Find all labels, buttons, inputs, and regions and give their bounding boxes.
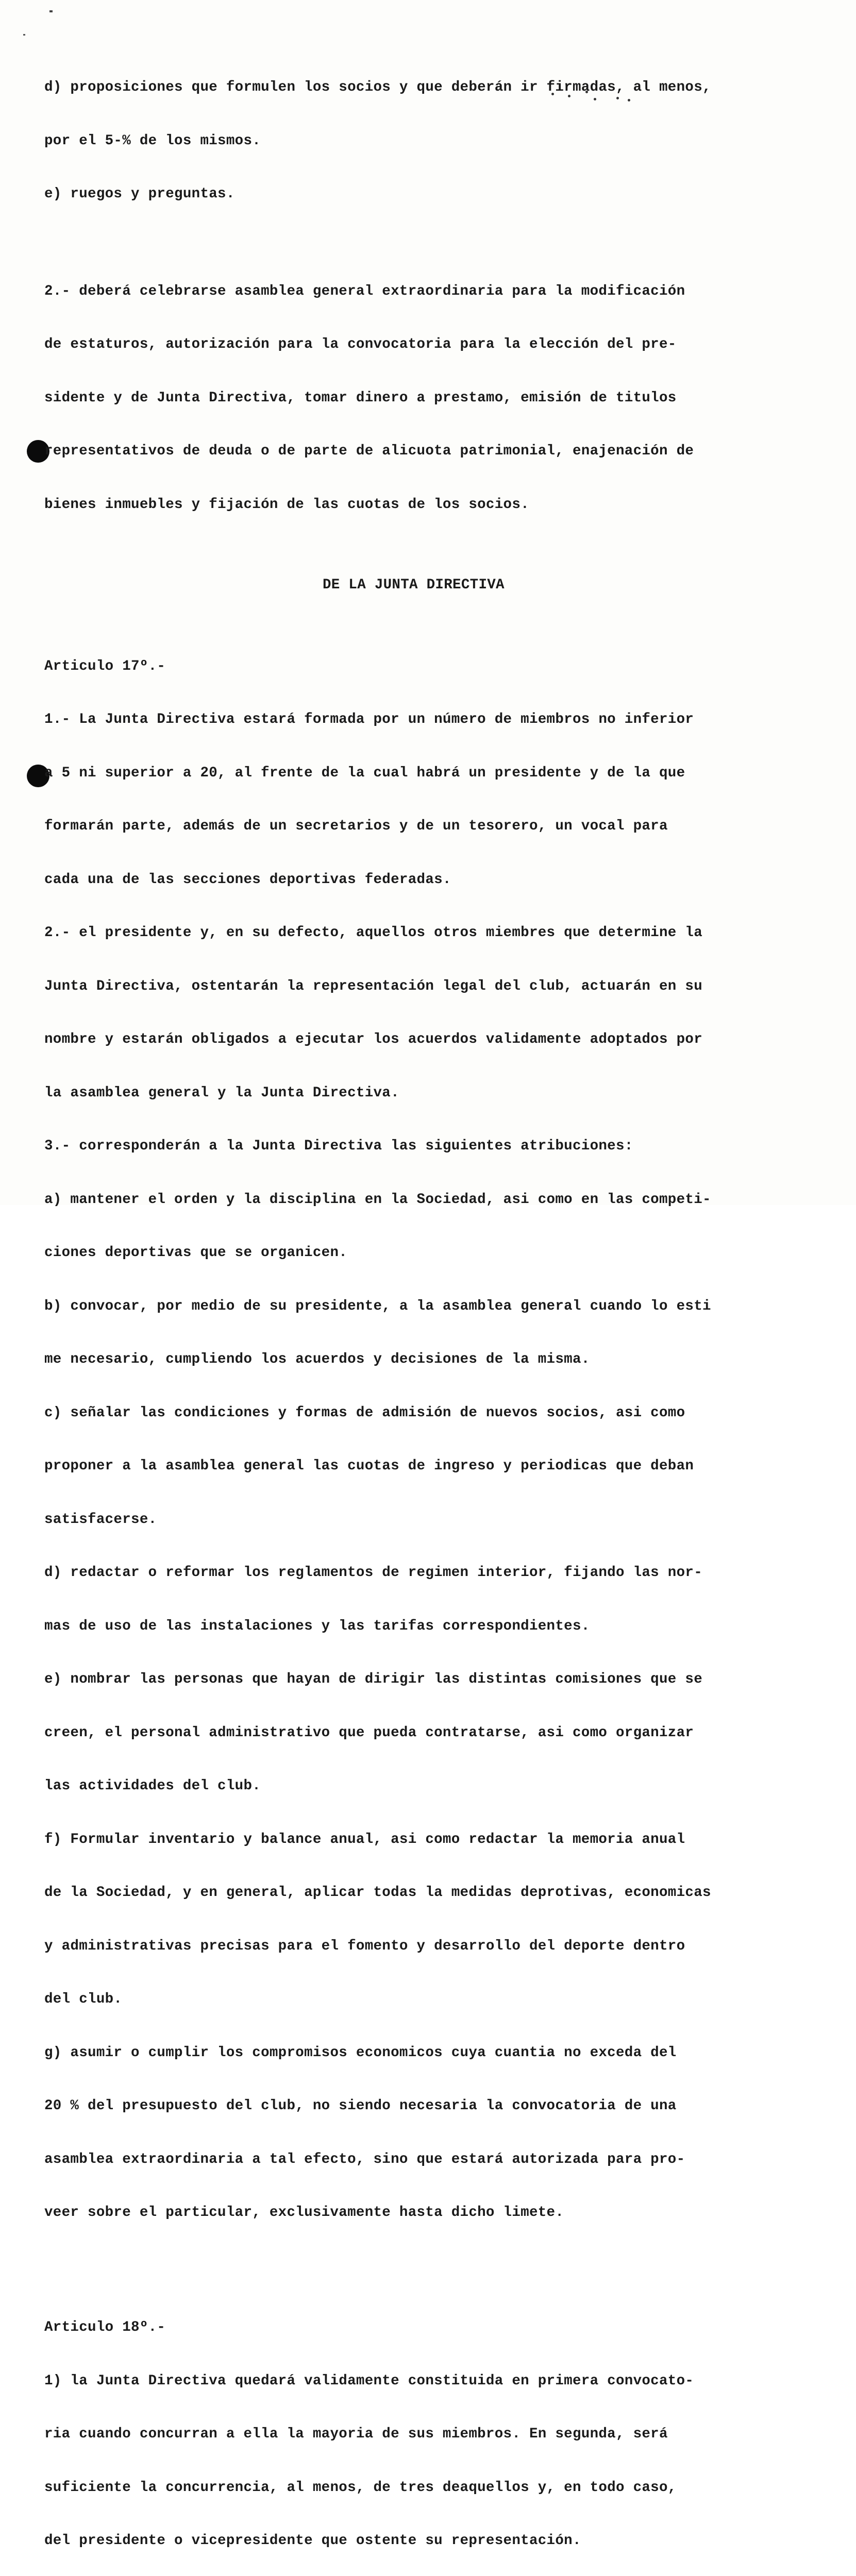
text-line: formarán parte, además de un secretarios y de un tesorero, un vocal para xyxy=(44,818,668,834)
text-line: creen, el personal administrativo que pueda contratarse, asi como organizar xyxy=(44,1724,694,1741)
text-line: 2.- el presidente y, en su defecto, aquellos otros miembres que determine la xyxy=(44,925,703,941)
text-line: ria cuando concurran a ella la mayoria de sus miembros. En segunda, será xyxy=(44,2426,668,2442)
text-line: ciones deportivas que se organicen. xyxy=(44,1245,348,1261)
scan-mark xyxy=(49,10,53,12)
text-line: la asamblea general y la Junta Directiva. xyxy=(44,1084,399,1101)
scan-mark xyxy=(23,34,25,36)
text-line: por el 5-% de los mismos. xyxy=(44,132,261,149)
text-line: Junta Directiva, ostentarán la representación legal del club, actuarán en su xyxy=(44,978,703,994)
text-line: satisfacerse. xyxy=(44,1511,157,1528)
text-line: d) redactar o reformar los reglamentos de regimen interior, fijando las nor- xyxy=(44,1565,703,1581)
article-title: Articulo 18º.- xyxy=(44,2319,166,2335)
typed-text xyxy=(44,43,848,2576)
text-line: 3.- corresponderán a la Junta Directiva las siguientes atribuciones: xyxy=(44,1138,633,1154)
article-title: Articulo 17º.- xyxy=(44,658,166,674)
text-line: del presidente o vicepresidente que ostente su representación. xyxy=(44,2533,581,2549)
text-line: de la Sociedad, y en general, aplicar todas la medidas deprotivas, economicas xyxy=(44,1885,711,1901)
text-line: g) asumir o cumplir los compromisos economicos cuya cuantia no exceda del xyxy=(44,2044,677,2061)
text-line: bienes inmuebles y fijación de las cuotas de los socios. xyxy=(44,496,529,513)
text-line: f) Formular inventario y balance anual, asi como redactar la memoria anual xyxy=(44,1831,685,1848)
text-line: d) proposiciones que formulen los socios y que deberán ir firmadas, al menos, xyxy=(44,79,711,95)
text-line: b) convocar, por medio de su presidente, a la asamblea general cuando lo esti xyxy=(44,1298,711,1314)
text-line: suficiente la concurrencia, al menos, de tres deaquellos y, en todo caso, xyxy=(44,2479,677,2496)
text-line: representativos de deuda o de parte de alicuota patrimonial, enajenación de xyxy=(44,443,694,459)
text-line: e) ruegos y preguntas. xyxy=(44,186,235,202)
text-line: c) señalar las condiciones y formas de admisión de nuevos socios, asi como xyxy=(44,1404,685,1421)
text-line: sidente y de Junta Directiva, tomar dinero a prestamo, emisión de titulos xyxy=(44,389,677,406)
text-line: cada una de las secciones deportivas federadas. xyxy=(44,871,451,888)
text-line: e) nombrar las personas que hayan de dirigir las distintas comisiones que se xyxy=(44,1671,703,1687)
text-line: me necesario, cumpliendo los acuerdos y decisiones de la misma. xyxy=(44,1351,590,1367)
text-line: asamblea extraordinaria a tal efecto, sino que estará autorizada para pro- xyxy=(44,2151,685,2167)
text-line: 1) la Junta Directiva quedará validamente constituida en primera convocato- xyxy=(44,2372,694,2389)
text-line: a) mantener el orden y la disciplina en la Sociedad, asi como en las competi- xyxy=(44,1191,711,1208)
text-line: 2.- deberá celebrarse asamblea general extraordinaria para la modificación xyxy=(44,283,685,299)
text-line: 20 % del presupuesto del club, no siendo necesaria la convocatoria de una xyxy=(44,2098,677,2114)
text-line: proponer a la asamblea general las cuotas de ingreso y periodicas que deban xyxy=(44,1458,694,1474)
text-line: veer sobre el particular, exclusivamente hasta dicho limete. xyxy=(44,2205,564,2221)
text-line: de estaturos, autorización para la convocatoria para la elección del pre- xyxy=(44,336,677,352)
text-line: y administrativas precisas para el fomento y desarrollo del deporte dentro xyxy=(44,1938,685,1954)
text-line: las actividades del club. xyxy=(44,1778,261,1794)
text-line: 1.- La Junta Directiva estará formada por un número de miembros no inferior xyxy=(44,711,694,727)
text-line: nombre y estarán obligados a ejecutar los acuerdos validamente adoptados por xyxy=(44,1031,703,1047)
section-heading: DE LA JUNTA DIRECTIVA xyxy=(323,577,505,593)
text-line: mas de uso de las instalaciones y las tarifas correspondientes. xyxy=(44,1618,590,1634)
text-line: del club. xyxy=(44,1991,123,2007)
text-line: a 5 ni superior a 20, al frente de la cual habrá un presidente y de la que xyxy=(44,765,685,781)
